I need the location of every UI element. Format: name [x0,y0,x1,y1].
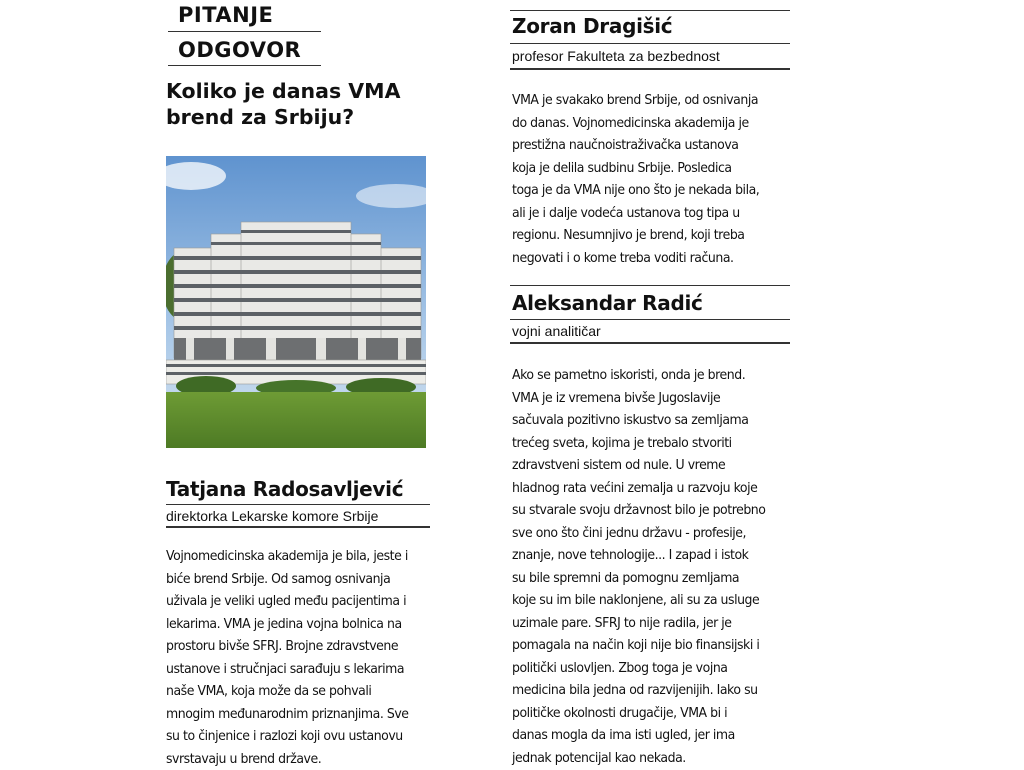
divider [166,526,430,528]
answer-line: koja je delila sudbinu Srbije. Posledica [512,157,759,180]
answer-line: zdravstveni sistem od nule. U vreme [512,454,765,477]
answer-line: Ako se pametno iskoristi, onda je brend. [512,364,765,387]
answer-line: regionu. Nesumnjivo je brend, koji treba [512,224,759,247]
respondent-answer [512,89,759,269]
answer-line: znanje, nove tehnologije... I zapad i istok [512,544,765,567]
section-label-question: PITANJE [168,1,321,32]
answer-line: VMA je svakako brend Srbije, od osnivanja [512,89,759,112]
divider [166,504,430,505]
respondent-name: Tatjana Radosavljević [166,477,432,501]
answer-line: toga je da VMA nije ono što je nekada bila, [512,179,759,202]
answer-line: hladnog rata većini zemalja u razvoju koje [512,477,765,500]
divider [510,10,790,11]
answer-line: danas mogla da ima isti ugled, jer ima [512,724,765,747]
answer-line: svrstavaju u brend države. [166,748,409,770]
answer-line: do danas. Vojnomedicinska akademija je [512,112,759,135]
answer-line: politički uslovljen. Zbog toga je vojna [512,657,765,680]
answer-line: Vojnomedicinska akademija je bila, jeste i [166,545,409,568]
answer-line: su stvarale svoju državnost bilo je potrebno [512,499,765,522]
divider [510,342,790,344]
question-line: Koliko je danas VMA [166,78,436,104]
answer-line: ali je i dalje vodeća ustanova tog tipa u [512,202,759,225]
answer-line: jednak potencijal kao nekada. [512,747,765,770]
divider [510,285,790,286]
respondent-title: direktorka Lekarske komore Srbije [166,507,432,525]
answer-line: su to činjenice i razlozi koji ovu ustanovu [166,725,409,748]
respondent-answer [166,545,409,770]
answer-line: mnogim međunarodnim priznanjima. Sve [166,703,409,726]
answer-line: ustanove i stručnjaci sarađuju s lekarima [166,658,409,681]
answer-line: VMA je iz vremena bivše Jugoslavije [512,387,765,410]
answer-line: uzimale pare. SFRJ to nije radila, jer je [512,612,765,635]
respondent-title: profesor Fakulteta za bezbednost [512,47,790,65]
answer-line: lekarima. VMA je jedina vojna bolnica na [166,613,409,636]
answer-line: prostoru bivše SFRJ. Brojne zdravstvene [166,635,409,658]
answer-line: pomagala na način koji nije bio finansijski i [512,634,765,657]
respondent-answer [512,364,765,769]
answer-line: medicina bila jedna od razvijenijih. Iako su [512,679,765,702]
respondent-name: Aleksandar Radić [512,291,790,315]
answer-line: političke okolnosti drugačije, VMA bi i [512,702,765,725]
question-line: brend za Srbiju? [166,104,436,130]
answer-line: naše VMA, koja može da se pohvali [166,680,409,703]
building-photo [166,156,426,448]
answer-line: uživala je veliki ugled među pacijentima i [166,590,409,613]
answer-line: koje su im bile naklonjene, ali su za usluge [512,589,765,612]
answer-line: trećeg sveta, kojima je trebalo stvoriti [512,432,765,455]
answer-line: negovati i o kome treba voditi računa. [512,247,759,270]
question-headline [166,78,436,130]
divider [510,68,790,70]
answer-line: sve ono što čini jednu državu - profesije, [512,522,765,545]
section-label-answer: ODGOVOR [168,35,321,66]
divider [510,43,790,44]
answer-line: su bile spremni da pomognu zemljama [512,567,765,590]
answer-line: sačuvala pozitivno iskustvo sa zemljama [512,409,765,432]
answer-line: biće brend Srbije. Od samog osnivanja [166,568,409,591]
answer-line: prestižna naučnoistraživačka ustanova [512,134,759,157]
respondent-name: Zoran Dragišić [512,14,790,38]
divider [510,319,790,320]
respondent-title: vojni analitičar [512,322,790,340]
